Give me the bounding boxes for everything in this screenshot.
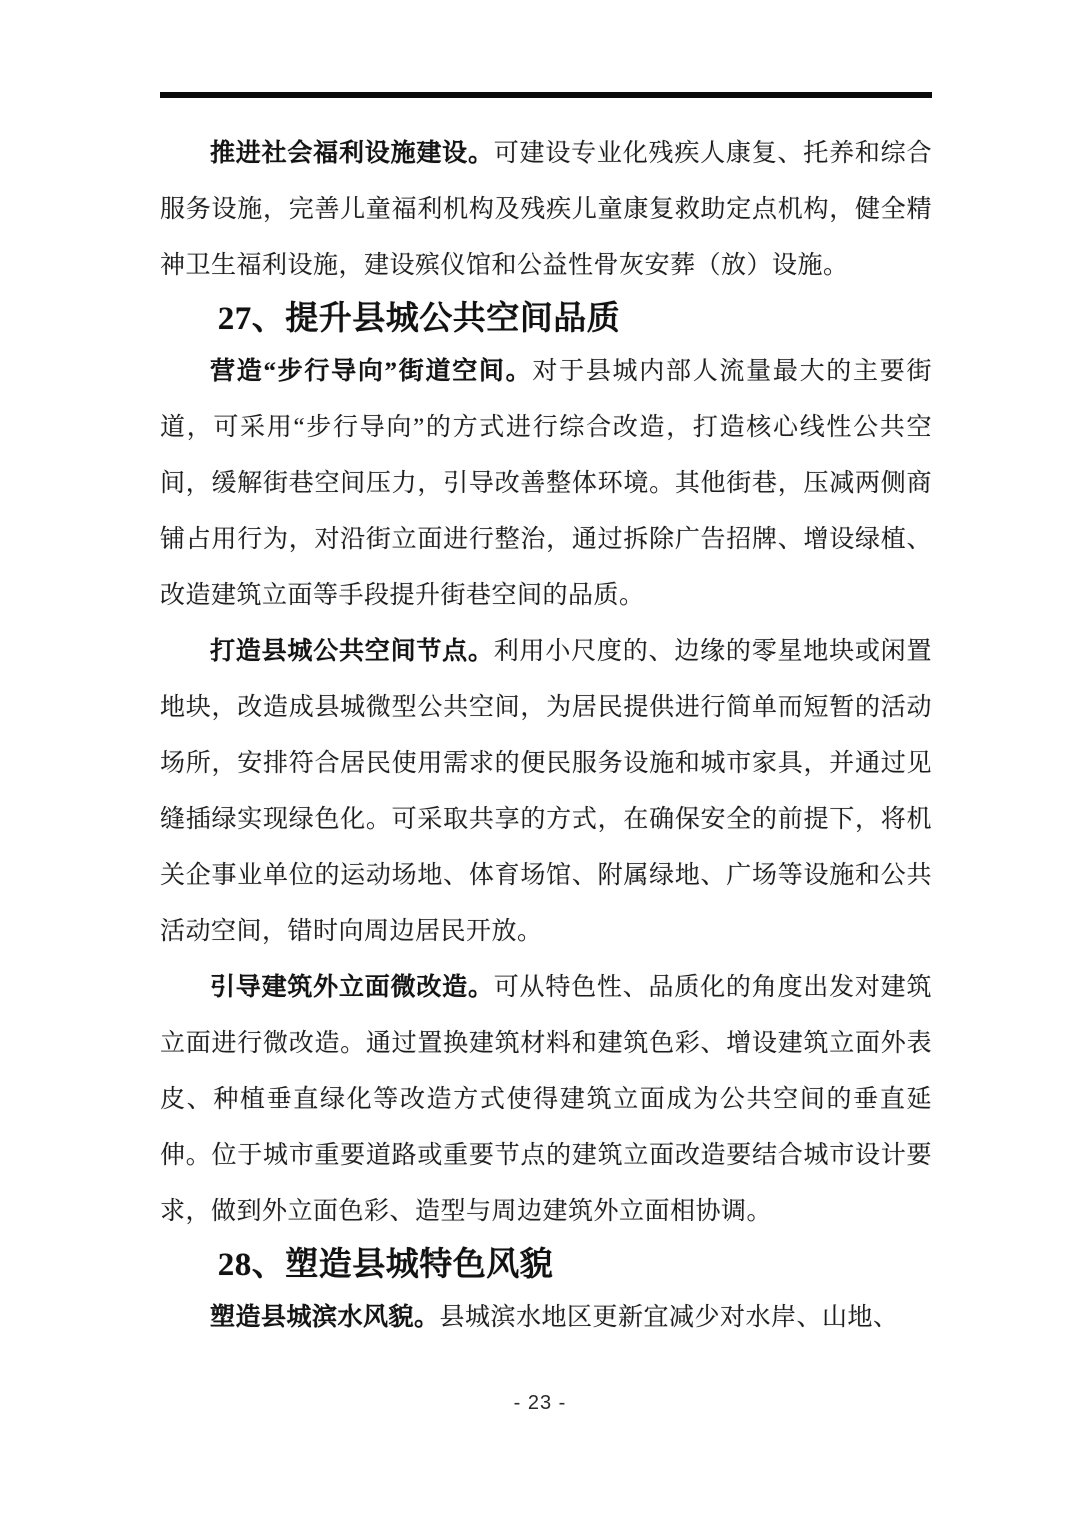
paragraph <box>160 960 932 1240</box>
paragraph-lead: 打造县城公共空间节点。 <box>210 638 494 665</box>
page-number: - 23 - <box>513 1392 567 1414</box>
paragraph-lead: 营造“步行导向”街道空间。 <box>210 358 533 385</box>
paragraph-body: 可从特色性、品质化的角度出发对建筑立面进行微改造。通过置换建筑材料和建筑色彩、增设建筑立面外表皮、种植垂直绿化等改造方式使得建筑立面成为公共空间的垂直延伸。位于城市重要道路或重要节点的建筑立面改造要结合城市设计要求，做到外立面色彩、造型与周边建筑外立面相协调。 <box>160 974 932 1225</box>
paragraph-lead: 引导建筑外立面微改造。 <box>210 974 494 1001</box>
paragraph-lead: 塑造县城滨水风貌。 <box>210 1304 440 1331</box>
paragraph-body: 可建设专业化残疾人康复、托养和综合服务设施，完善儿童福利机构及残疾儿童康复救助定点机构，健全精神卫生福利设施，建设殡仪馆和公益性骨灰安葬（放）设施。 <box>160 140 932 279</box>
paragraph-lead: 推进社会福利设施建设。 <box>210 140 494 167</box>
paragraph <box>160 344 932 624</box>
document-body <box>160 126 932 1346</box>
section-heading: 27、提升县城公共空间品质 <box>217 301 621 337</box>
paragraph-body: 县城滨水地区更新宜减少对水岸、山地、 <box>439 1304 899 1331</box>
paragraph-body: 利用小尺度的、边缘的零星地块或闲置地块，改造成县城微型公共空间，为居民提供进行简单而短暂的活动场所，安排符合居民使用需求的便民服务设施和城市家具，并通过见缝插绿实现绿色化。可采取共享的方式，在确保安全的前提下，将机关企事业单位的运动场地、体育场馆、附属绿地、广场等设施和公共活动空间，错时向周边居民开放。 <box>160 638 932 945</box>
paragraph <box>160 126 932 294</box>
section-heading: 28、塑造县城特色风貌 <box>217 1247 554 1283</box>
paragraph <box>160 1290 932 1346</box>
header-rule <box>160 92 932 98</box>
paragraph-body: 对于县城内部人流量最大的主要街道，可采用“步行导向”的方式进行综合改造，打造核心线性公共空间，缓解街巷空间压力，引导改善整体环境。其他街巷，压减两侧商铺占用行为，对沿街立面进行整治，通过拆除广告招牌、增设绿植、改造建筑立面等手段提升街巷空间的品质。 <box>160 358 932 609</box>
paragraph <box>160 624 932 960</box>
